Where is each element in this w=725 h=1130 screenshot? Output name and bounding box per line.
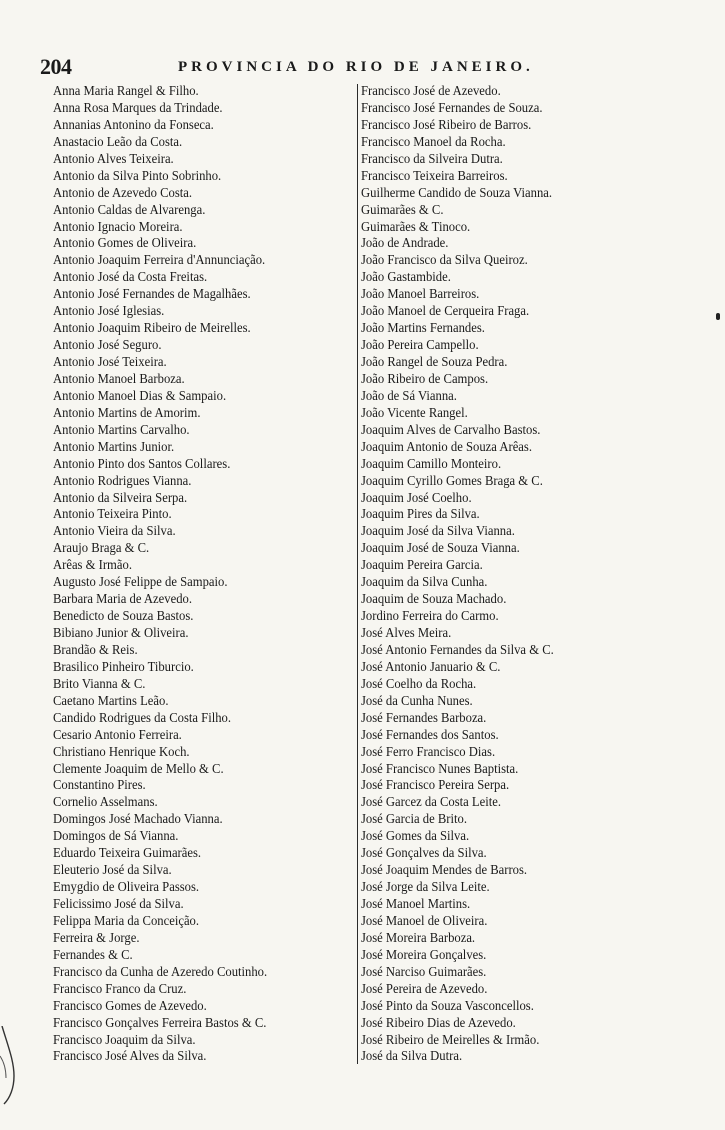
name-entry: João Gastambide. [361,269,451,285]
name-entry: Antonio da Silva Pinto Sobrinho. [53,167,222,183]
name-entry: Antonio Manoel Dias & Sampaio. [53,387,227,403]
name-entry: Francisco José Fernandes de Souza. [361,99,543,115]
page-header [40,54,680,80]
name-entry: Brandão & Reis. [53,641,138,657]
name-entry: Joaquim José da Silva Vianna. [361,523,515,539]
name-entry: Candido Rodrigues da Costa Filho. [53,709,232,725]
name-entry: João Pereira Campello. [361,337,479,353]
name-entry: Constantino Pires. [53,777,146,793]
name-entry: Antonio José Fernandes de Magalhães. [53,286,251,302]
name-entry: José Fernandes Barboza. [361,709,487,725]
name-entry: Felicissimo José da Silva. [53,896,184,911]
name-entry: Fernandes & C. [53,946,133,962]
name-entry: Antonio Pinto dos Santos Collares. [53,455,231,471]
name-entry: Joaquim Pereira Garcia. [361,557,483,573]
name-entry: Antonio Rodrigues Vianna. [53,472,192,488]
name-entry: Joaquim Pires da Silva. [361,506,480,522]
name-entry: Francisco José Alves da Silva. [53,1048,207,1064]
name-entry: Francisco Franco da Cruz. [53,980,187,996]
name-entry: José Moreira Barboza. [361,929,476,945]
name-entry: Antonio da Silveira Serpa. [53,489,188,505]
name-entry: José Gomes da Silva. [361,828,470,844]
name-entry: Arêas & Irmão. [53,557,132,573]
name-entry: Joaquim Antonio de Souza Arêas. [361,438,533,454]
name-entry: João Francisco da Silva Queiroz. [361,252,528,268]
name-entry: João Vicente Rangel. [361,404,468,420]
name-entry: José da Silva Dutra. [361,1048,463,1064]
name-entry: Joaquim José Coelho. [361,489,472,505]
name-entry: Antonio Vieira da Silva. [53,523,176,539]
name-entry: João de Sá Vianna. [361,387,457,403]
name-entry: José Pinto da Souza Vasconcellos. [361,997,534,1013]
name-entry: José Jorge da Silva Leite. [361,879,490,895]
name-entry: Joaquim Camillo Monteiro. [361,455,502,471]
name-entry: Antonio Martins Junior. [53,438,175,454]
name-entry: Francisco Gonçalves Ferreira Bastos & C. [53,1014,267,1030]
name-entry: Antonio Manoel Barboza. [53,370,185,386]
name-entry: Antonio José Iglesias. [53,303,165,319]
name-entry: Guilherme Candido de Souza Vianna. [361,184,553,200]
name-entry: Antonio Joaquim Ribeiro de Meirelles. [53,320,251,336]
name-entry: José Francisco Pereira Serpa. [361,777,510,793]
name-entry: Francisco José de Azevedo. [361,83,501,98]
name-entry: José Manoel de Oliveira. [361,912,488,928]
name-entry: Eleuterio José da Silva. [53,862,172,878]
name-entry: Christiano Henrique Koch. [53,743,190,759]
binding-edge-mark [0,1026,22,1106]
name-entry: Anastacio Leão da Costa. [53,133,183,149]
page-number: 204 [40,54,72,79]
name-entry: José Francisco Nunes Baptista. [361,760,519,776]
name-entry: José Coelho da Rocha. [361,675,477,691]
name-entry: Cesario Antonio Ferreira. [53,726,182,742]
name-entry: José Garcez da Costa Leite. [361,794,502,810]
margin-mark [716,313,720,320]
name-entry: José Antonio Fernandes da Silva & C. [361,641,554,657]
name-entry: Bibiano Junior & Oliveira. [53,625,189,640]
name-entry: Antonio Alves Teixeira. [53,150,174,166]
name-entry: Joaquim Cyrillo Gomes Braga & C. [361,472,543,488]
name-entry: Guimarães & C. [361,201,444,217]
name-entry: José Ribeiro de Meirelles & Irmão. [361,1031,540,1047]
running-title: PROVINCIA DO RIO DE JANEIRO. [178,59,534,75]
name-entry: José Fernandes dos Santos. [361,726,499,742]
name-entry: João Martins Fernandes. [361,320,485,336]
name-entry: Francisco Gomes de Azevedo. [53,997,207,1013]
name-entry: Antonio Martins de Amorim. [53,404,201,420]
name-entry: Antonio Caldas de Alvarenga. [53,201,206,217]
name-entry: José Pereira de Azevedo. [361,980,488,996]
name-entry: Emygdio de Oliveira Passos. [53,879,200,895]
name-entry: Anna Rosa Marques da Trindade. [53,99,223,115]
name-entry: Joaquim Alves de Carvalho Bastos. [361,421,541,437]
name-entry: Antonio de Azevedo Costa. [53,184,193,200]
name-entry: João Rangel de Souza Pedra. [361,354,508,369]
name-entry: Francisco da Cunha de Azeredo Coutinho. [53,963,268,979]
name-entry: Joaquim José de Souza Vianna. [361,540,520,556]
name-entry: Brasilico Pinheiro Tiburcio. [53,658,194,674]
name-entry: José Antonio Januario & C. [361,658,501,674]
name-entry: José Joaquim Mendes de Barros. [361,862,528,878]
name-entry: José Moreira Gonçalves. [361,946,487,962]
name-entry: Francisco Teixeira Barreiros. [361,167,508,183]
name-entry: Ferreira & Jorge. [53,929,140,945]
name-entry: Eduardo Teixeira Guimarães. [53,845,202,861]
name-entry: Antonio Martins Carvalho. [53,421,190,437]
name-entry: Francisco da Silveira Dutra. [361,150,503,166]
name-entry: Joaquim da Silva Cunha. [361,574,488,590]
name-entry: Clemente Joaquim de Mello & C. [53,760,224,776]
name-entry: Brito Vianna & C. [53,675,146,691]
name-entry: José Narciso Guimarães. [361,963,487,979]
name-entry: Antonio Teixeira Pinto. [53,506,172,522]
name-entry: Antonio Gomes de Oliveira. [53,235,197,251]
name-entry: Barbara Maria de Azevedo. [53,591,193,607]
name-entry: Araujo Braga & C. [53,540,150,556]
left-column-names [53,83,355,1065]
name-entry: Anna Maria Rangel & Filho. [53,83,199,98]
name-entry: José Ferro Francisco Dias. [361,743,496,759]
name-entry: Domingos de Sá Vianna. [53,828,179,844]
name-entry: Benedicto de Souza Bastos. [53,608,194,624]
name-entry: João de Andrade. [361,235,449,251]
name-entry: Francisco Manoel da Rocha. [361,133,506,149]
name-entry: Cornelio Asselmans. [53,794,158,810]
name-entry: Antonio Joaquim Ferreira d'Annunciação. [53,252,266,268]
name-entry: Felippa Maria da Conceição. [53,912,200,928]
name-entry: José Manoel Martins. [361,896,471,911]
right-column-names [361,83,661,1065]
name-entry: José Ribeiro Dias de Azevedo. [361,1014,516,1030]
name-entry: Antonio Ignacio Moreira. [53,218,183,234]
name-entry: Jordino Ferreira do Carmo. [361,608,499,624]
name-entry: José da Cunha Nunes. [361,692,473,708]
name-entry: Francisco Joaquim da Silva. [53,1031,196,1047]
name-entry: José Garcia de Brito. [361,811,468,827]
name-entry: Antonio José Teixeira. [53,354,167,369]
name-entry: José Gonçalves da Silva. [361,845,487,861]
name-entry: Antonio José da Costa Freitas. [53,269,208,285]
name-entry: Antonio José Seguro. [53,337,162,353]
name-entry: Francisco José Ribeiro de Barros. [361,116,532,132]
name-entry: Domingos José Machado Vianna. [53,811,223,827]
name-entry: Annanias Antonino da Fonseca. [53,116,214,132]
name-entry: José Alves Meira. [361,625,452,640]
name-entry: Caetano Martins Leão. [53,692,169,708]
name-entry: João Manoel Barreiros. [361,286,480,302]
name-entry: Guimarães & Tinoco. [361,218,471,234]
name-entry: João Ribeiro de Campos. [361,370,489,386]
name-entry: Joaquim de Souza Machado. [361,591,507,607]
column-divider [357,84,358,1064]
name-entry: João Manoel de Cerqueira Fraga. [361,303,530,319]
name-entry: Augusto José Felippe de Sampaio. [53,574,228,590]
